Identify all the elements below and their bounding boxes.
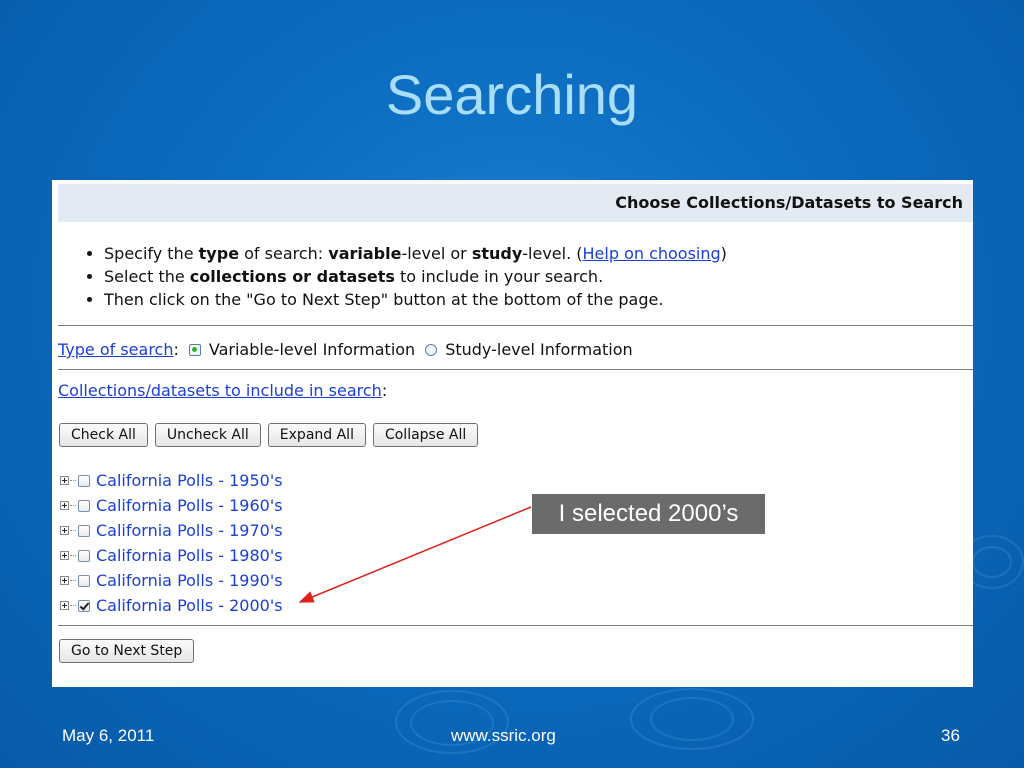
callout-label: I selected 2000’s bbox=[532, 494, 765, 534]
footer-date: May 6, 2011 bbox=[62, 726, 155, 745]
search-type-row: Type of search : Variable-level Information Study-level Information bbox=[58, 340, 633, 359]
expand-all-button[interactable]: Expand All bbox=[268, 423, 366, 447]
collections-label-row: Collections/datasets to include in search: bbox=[58, 381, 388, 400]
tree-link-1950s[interactable]: California Polls - 1950's bbox=[96, 471, 283, 490]
collapse-all-button[interactable]: Collapse All bbox=[373, 423, 478, 447]
panel-header: Choose Collections/Datasets to Search bbox=[58, 184, 973, 222]
instruction-item: • Select the collections or datasets to include in your search. bbox=[104, 265, 727, 288]
type-of-search-link[interactable]: Type of search bbox=[58, 340, 174, 359]
tree-link-2000s[interactable]: California Polls - 2000's bbox=[96, 596, 283, 615]
help-on-choosing-link[interactable]: Help on choosing bbox=[582, 244, 721, 263]
study-level-label[interactable]: Study-level Information bbox=[445, 340, 633, 359]
go-to-next-step-button[interactable]: Go to Next Step bbox=[59, 639, 194, 663]
footer-url: www.ssric.org bbox=[451, 726, 556, 745]
tree-link-1990s[interactable]: California Polls - 1990's bbox=[96, 571, 283, 590]
check-all-button[interactable]: Check All bbox=[59, 423, 148, 447]
instruction-item: • Specify the type of search: variable-level or study-level. (Help on choosing) bbox=[104, 242, 727, 265]
page-number: 36 bbox=[941, 726, 960, 745]
tree-link-1970s[interactable]: California Polls - 1970's bbox=[96, 521, 283, 540]
tree-link-1960s[interactable]: California Polls - 1960's bbox=[96, 496, 283, 515]
instruction-item: • Then click on the "Go to Next Step" button at the bottom of the page. bbox=[104, 288, 727, 311]
collections-link[interactable]: Collections/datasets to include in search bbox=[58, 381, 382, 400]
tree-link-1980s[interactable]: California Polls - 1980's bbox=[96, 546, 283, 565]
variable-level-label[interactable]: Variable-level Information bbox=[208, 340, 416, 359]
slide-title: Searching bbox=[385, 63, 639, 126]
uncheck-all-button[interactable]: Uncheck All bbox=[155, 423, 261, 447]
